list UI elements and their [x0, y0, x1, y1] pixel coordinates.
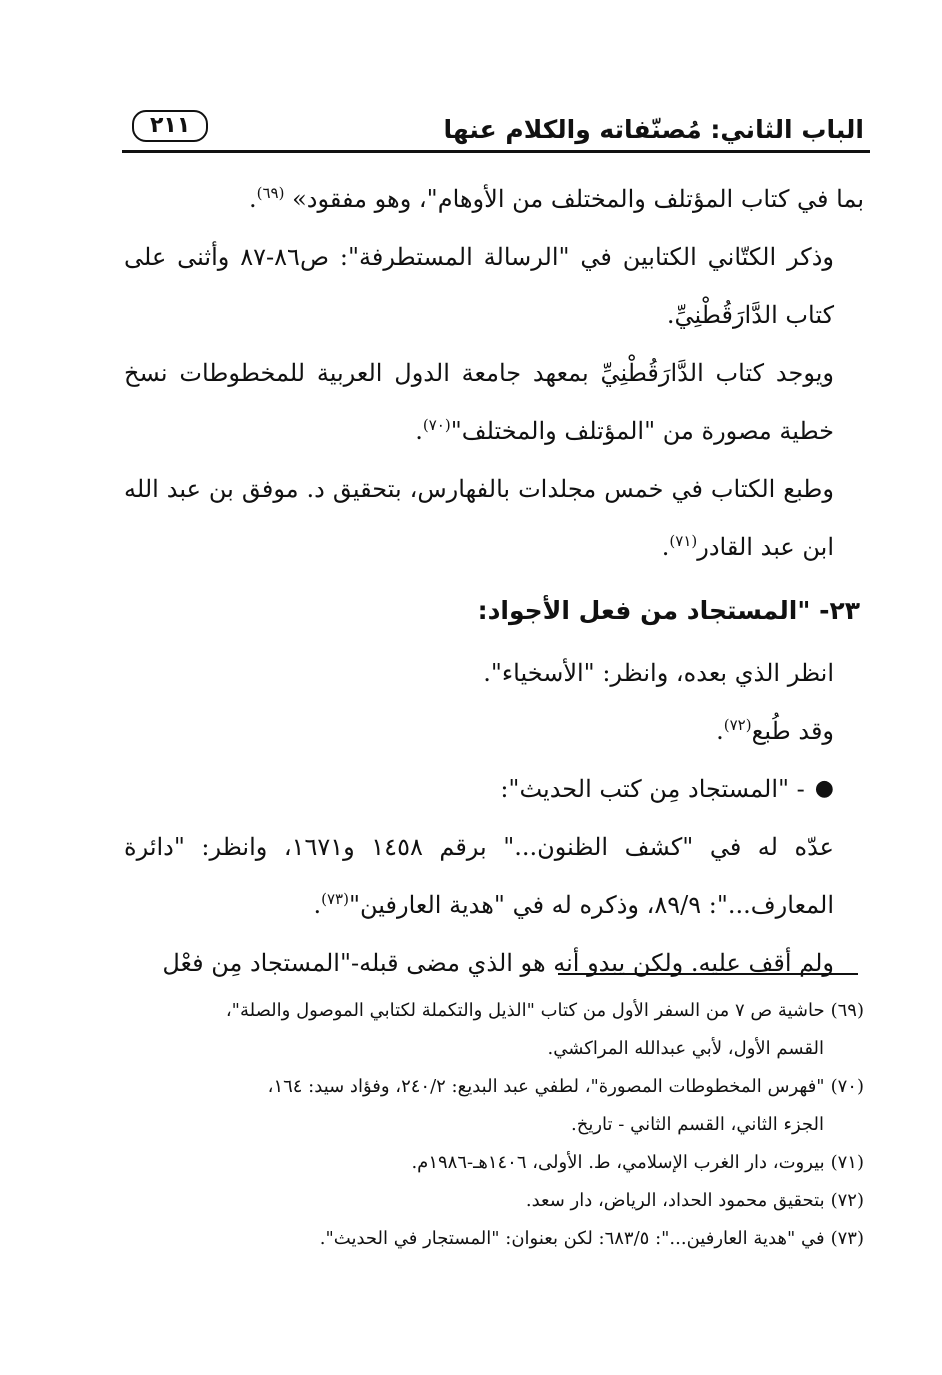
footnote-69-continued: القسم الأول، لأبي عبدالله المراكشي. — [547, 1038, 824, 1059]
section-heading: ٢٣- "المستجاد من فعل الأجواد: — [477, 596, 860, 625]
paragraph-kashf: عدّه له في "كشف الظنون..." برقم ١٤٥٨ و١٦٧١، وانظر: "دائرة المعارف...": ٨٩/٩، وذكره له في "هدية العارفين"$^{(٧٣)}$. — [124, 833, 834, 919]
footnote-69: (٦٩)حاشية ص ٧ من السفر الأول من كتاب "الذيل والتكملة لكتابي الموصول والصلة"، — [225, 1000, 864, 1021]
footnote-ref-71: (٧١) — [669, 532, 698, 550]
paragraph-see-also: انظر الذي بعده، وانظر: "الأسخياء". — [483, 659, 834, 687]
footnote-70-continued: الجزء الثاني، القسم الثاني - تاريخ. — [571, 1114, 824, 1135]
bullet-icon: ● — [814, 776, 834, 801]
footnote-72: (٧٢)بتحقيق محمود الحداد، الرياض، دار سعد. — [525, 1190, 864, 1211]
chapter-title: الباب الثاني: مُصنّفاته والكلام عنها — [443, 115, 864, 144]
footnotes — [112, 992, 864, 1258]
paragraph-kattani: وذكر الكتّاني الكتابين في "الرسالة المستطرفة": ص٨٦-٨٧ وأثنى على كتاب الدَّارَقُطْنِيِّ. — [124, 243, 834, 329]
paragraph-continuation: بما في كتاب المؤتلف والمختلف من الأوهام"، وهو مفقود» $^{(٦٩)}$. — [249, 184, 864, 213]
footnote-divider — [558, 973, 858, 975]
bullet-item — [124, 760, 864, 818]
footnote-ref-72: (٧٢) — [723, 716, 752, 734]
page-header — [124, 104, 864, 150]
footnote-ref-70: (٧٠) — [422, 416, 451, 434]
bullet-text: - "المستجاد مِن كتب الحديث": — [500, 775, 805, 803]
footnote-70: (٧٠)"فهرس المخطوطات المصورة"، لطفي عبد البديع: ٢٤٠/٢، وفؤاد سيد: ١٦٤، — [267, 1076, 864, 1097]
paragraph-manuscripts: ويوجد كتاب الدَّارَقُطْنِيِّ بمعهد جامعة الدول العربية للمخطوطات نسخ خطية مصورة من "المؤتلف والمختلف"$^{(٧٠)}$. — [124, 359, 834, 445]
paragraph-not-found: ولم أقف عليه. ولكن يبدو أنه هو الذي مضى قبله-"المستجاد مِن فعْل — [162, 949, 834, 977]
footnote-73: (٧٣)في "هدية العارفين...": ٦٨٣/٥: لكن بعنوان: "المستجار في الحديث". — [319, 1228, 864, 1249]
main-text — [124, 170, 864, 992]
paragraph-printed: وقد طُبع$^{(٧٢)}$. — [716, 716, 834, 745]
footnote-71: (٧١)بيروت، دار الغرب الإسلامي، ط. الأولى، ١٤٠٦هـ-١٩٨٦م. — [411, 1152, 864, 1173]
paragraph-printed-edition: وطبع الكتاب في خمس مجلدات بالفهارس، بتحقيق د. موفق بن عبد الله ابن عبد القادر$^{(٧١)}$. — [124, 475, 835, 561]
footnote-ref-69: (٦٩) — [256, 184, 285, 202]
page-number: ٢١١ — [132, 110, 208, 142]
header-divider — [122, 150, 870, 153]
footnote-ref-73: (٧٣) — [321, 890, 349, 908]
